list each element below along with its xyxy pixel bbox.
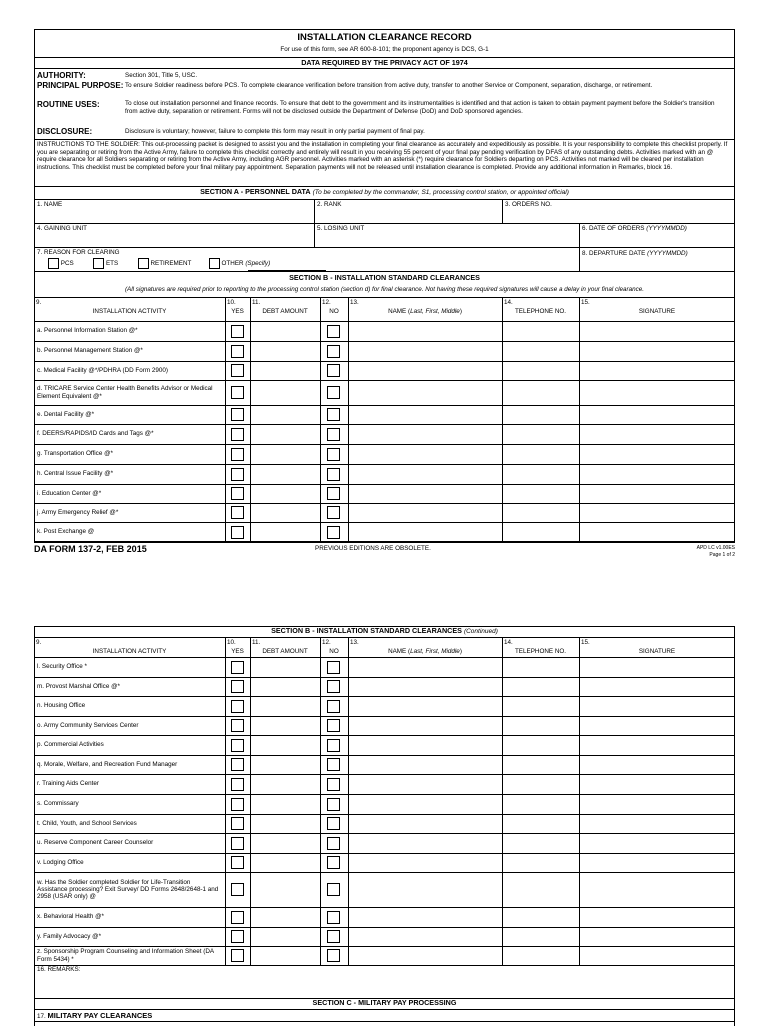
signature-cell[interactable] bbox=[580, 342, 734, 360]
telephone-cell[interactable] bbox=[503, 485, 578, 502]
telephone-cell[interactable] bbox=[503, 756, 578, 773]
gaining-unit-field[interactable]: 4. GAINING UNIT bbox=[37, 225, 88, 232]
no-checkbox[interactable] bbox=[327, 758, 340, 771]
yes-checkbox[interactable] bbox=[231, 911, 244, 924]
reason-ets-label: ETS bbox=[105, 260, 119, 268]
activity-label: w. Has the Soldier completed Soldier for Life-Transition Assistance processing? Exit Survey/ DD Forms 2648/2648-1 and 2958 (USAR only) @ bbox=[37, 878, 219, 901]
p1-col-yes-header: YES bbox=[231, 308, 244, 315]
no-checkbox[interactable] bbox=[327, 506, 340, 519]
disclosure-label: DISCLOSURE: bbox=[37, 127, 93, 136]
name-cell[interactable] bbox=[349, 775, 501, 793]
debt-amount-cell[interactable] bbox=[251, 485, 319, 502]
signature-cell[interactable] bbox=[580, 445, 734, 463]
debt-amount-cell[interactable] bbox=[251, 854, 319, 871]
signature-cell[interactable] bbox=[580, 795, 734, 813]
activity-label: o. Army Community Services Center bbox=[37, 721, 139, 729]
telephone-cell[interactable] bbox=[503, 362, 578, 379]
activity-label: c. Medical Facility @*/PDHRA (DD Form 2900) bbox=[37, 366, 168, 374]
name-cell[interactable] bbox=[349, 854, 501, 871]
debt-amount-cell[interactable] bbox=[251, 445, 319, 463]
p2-col-number-14: 14. bbox=[504, 639, 513, 646]
date-of-orders-label: 6. DATE OF ORDERS bbox=[582, 225, 645, 232]
military-pay-number: 17. bbox=[37, 1013, 46, 1020]
signature-cell[interactable] bbox=[580, 947, 734, 964]
rule bbox=[34, 139, 735, 140]
section-a-header bbox=[34, 188, 735, 197]
no-checkbox[interactable] bbox=[327, 408, 340, 421]
previous-editions-note: PREVIOUS EDITIONS ARE OBSOLETE. bbox=[315, 545, 431, 552]
activity-label: k. Post Exchange @ bbox=[37, 528, 95, 536]
debt-amount-cell[interactable] bbox=[251, 775, 319, 793]
reason-pcs-checkbox[interactable] bbox=[48, 258, 59, 269]
form-title: INSTALLATION CLEARANCE RECORD bbox=[297, 32, 472, 43]
activity-label: i. Education Center @* bbox=[37, 489, 102, 497]
telephone-cell[interactable] bbox=[503, 736, 578, 754]
debt-amount-cell[interactable] bbox=[251, 908, 319, 926]
debt-amount-cell[interactable] bbox=[251, 947, 319, 964]
p2-col-number-15: 15. bbox=[581, 639, 590, 646]
debt-amount-cell[interactable] bbox=[251, 678, 319, 695]
p2-col-number-10: 10. bbox=[227, 639, 236, 646]
no-checkbox[interactable] bbox=[327, 778, 340, 791]
purpose-label: PRINCIPAL PURPOSE: bbox=[37, 81, 124, 90]
p1-col-number-10: 10. bbox=[227, 299, 236, 306]
name-cell[interactable] bbox=[349, 928, 501, 945]
p1-col-number-11: 11. bbox=[252, 299, 261, 306]
privacy-header: DATA REQUIRED BY THE PRIVACY ACT OF 1974 bbox=[301, 58, 468, 67]
no-checkbox[interactable] bbox=[327, 386, 340, 399]
purpose-text: To ensure Soldier readiness before PCS. To complete clearance verification before transition from active duty, transfer to another Service or Component, separation, discharge, or retirement. bbox=[125, 82, 653, 89]
name-header-format: Last, First, Middle bbox=[410, 308, 460, 315]
yes-checkbox[interactable] bbox=[231, 739, 244, 752]
name-header-text: NAME ( bbox=[388, 308, 411, 315]
telephone-cell[interactable] bbox=[503, 381, 578, 404]
telephone-cell[interactable] bbox=[503, 928, 578, 945]
p1-col-number-14: 14. bbox=[504, 299, 513, 306]
debt-amount-cell[interactable] bbox=[251, 342, 319, 360]
rule bbox=[34, 186, 735, 187]
no-checkbox[interactable] bbox=[327, 661, 340, 674]
name-cell[interactable] bbox=[349, 445, 501, 463]
reason-ets-checkbox[interactable] bbox=[93, 258, 104, 269]
p2-col-signature-header: SIGNATURE bbox=[638, 648, 676, 655]
yes-checkbox[interactable] bbox=[231, 526, 244, 539]
rule bbox=[34, 247, 735, 248]
rank-field[interactable]: 2. RANK bbox=[317, 201, 342, 208]
section-a-note: (To be completed by the commander, S1, processing control station, or appointed official) bbox=[312, 189, 569, 196]
page-number: Page 1 of 2 bbox=[709, 552, 735, 558]
signature-cell[interactable] bbox=[580, 658, 734, 676]
losing-unit-field[interactable]: 5. LOSING UNIT bbox=[317, 225, 365, 232]
no-checkbox[interactable] bbox=[327, 949, 340, 962]
name-cell[interactable] bbox=[349, 678, 501, 695]
name-cell[interactable] bbox=[349, 658, 501, 676]
form-version: APD LC v1.00ES bbox=[696, 545, 735, 551]
telephone-cell[interactable] bbox=[503, 795, 578, 813]
departure-date-label: 8. DEPARTURE DATE bbox=[582, 250, 646, 257]
p1-col-number-13: 13. bbox=[350, 299, 359, 306]
name-header-format: Last, First, Middle bbox=[410, 648, 460, 655]
no-checkbox[interactable] bbox=[327, 719, 340, 732]
name-cell[interactable] bbox=[349, 736, 501, 754]
rule bbox=[34, 542, 735, 543]
signature-cell[interactable] bbox=[580, 736, 734, 754]
telephone-cell[interactable] bbox=[503, 465, 578, 483]
activity-label: s. Commissary bbox=[37, 800, 79, 808]
rule bbox=[34, 199, 735, 200]
debt-amount-cell[interactable] bbox=[251, 322, 319, 340]
no-checkbox[interactable] bbox=[327, 883, 340, 896]
telephone-cell[interactable] bbox=[503, 425, 578, 443]
name-cell[interactable] bbox=[349, 342, 501, 360]
no-checkbox[interactable] bbox=[327, 364, 340, 377]
name-cell[interactable] bbox=[349, 406, 501, 423]
activity-label: p. Commercial Activities bbox=[37, 741, 104, 749]
p2-col-phone-header: TELEPHONE NO. bbox=[514, 648, 567, 655]
signature-cell[interactable] bbox=[580, 485, 734, 502]
rule bbox=[34, 637, 735, 638]
yes-checkbox[interactable] bbox=[231, 468, 244, 481]
no-checkbox[interactable] bbox=[327, 448, 340, 461]
yes-checkbox[interactable] bbox=[231, 661, 244, 674]
debt-amount-cell[interactable] bbox=[251, 504, 319, 521]
signature-cell[interactable] bbox=[580, 928, 734, 945]
p1-col-signature-header: SIGNATURE bbox=[638, 308, 676, 315]
p1-col-phone-header: TELEPHONE NO. bbox=[514, 308, 567, 315]
telephone-cell[interactable] bbox=[503, 678, 578, 695]
soldier-instructions: INSTRUCTIONS TO THE SOLDIER: This out-processing packet is designed to assist you and the installation in completing your final clearance as accurately and expeditiously as possible. It is your responsibility to complete this checklist properly. If you are separating or retiring from the Active Army, failure to complete this checklist correctly and entirely will result in you receiving 55 percent of your final pay pending verification by DFAS of any outstanding debts. Activities marked with an @ require clearance for all Soldiers separating or retiring from the Active Army, including AGR personnel. Activities marked with an asterisk (*) require clearance for Soldiers departing on PCS. Activities not marked will be cleared per installation instructions. This checklist must be completed before your final military pay appointment. Separation payments will not be released until installation clearance is completed. Provide any additional information in Remarks, block 16. bbox=[37, 141, 728, 171]
name-cell[interactable] bbox=[349, 908, 501, 926]
signature-cell[interactable] bbox=[580, 834, 734, 852]
form-usage: For use of this form, see AR 600-8-101; the proponent agency is DCS, G-1 bbox=[280, 46, 489, 53]
debt-amount-cell[interactable] bbox=[251, 523, 319, 541]
name-header-text: NAME ( bbox=[388, 648, 411, 655]
p2-col-number-13: 13. bbox=[350, 639, 359, 646]
yes-checkbox[interactable] bbox=[231, 949, 244, 962]
name-cell[interactable] bbox=[349, 756, 501, 773]
name-cell[interactable] bbox=[349, 815, 501, 832]
rule bbox=[34, 68, 735, 69]
activity-label: y. Family Advocacy @* bbox=[37, 932, 102, 940]
rule bbox=[34, 271, 735, 272]
telephone-cell[interactable] bbox=[503, 815, 578, 832]
p1-col-activity-header: INSTALLATION ACTIVITY bbox=[92, 308, 167, 315]
form-number: DA FORM 137-2, FEB 2015 bbox=[34, 544, 147, 554]
telephone-cell[interactable] bbox=[503, 908, 578, 926]
activity-label: l. Security Office * bbox=[37, 663, 87, 671]
signature-cell[interactable] bbox=[580, 717, 734, 734]
section-b-continued-title: SECTION B - INSTALLATION STANDARD CLEARANCES bbox=[271, 626, 462, 635]
debt-amount-cell[interactable] bbox=[251, 834, 319, 852]
yes-checkbox[interactable] bbox=[231, 798, 244, 811]
no-checkbox[interactable] bbox=[327, 680, 340, 693]
debt-amount-cell[interactable] bbox=[251, 465, 319, 483]
signature-cell[interactable] bbox=[580, 406, 734, 423]
rule bbox=[34, 965, 735, 966]
yes-checkbox[interactable] bbox=[231, 680, 244, 693]
signature-cell[interactable] bbox=[580, 873, 734, 906]
yes-checkbox[interactable] bbox=[231, 345, 244, 358]
military-pay-header bbox=[37, 1011, 152, 1021]
p1-col-debt-header: DEBT AMOUNT bbox=[262, 308, 308, 315]
activity-label: f. DEERS/RAPIDS/ID Cards and Tags @* bbox=[37, 430, 154, 438]
debt-amount-cell[interactable] bbox=[251, 362, 319, 379]
continued-label: (Continued) bbox=[463, 628, 498, 635]
name-field[interactable]: 1. NAME bbox=[37, 201, 63, 208]
signature-cell[interactable] bbox=[580, 697, 734, 715]
yes-checkbox[interactable] bbox=[231, 719, 244, 732]
reason-label: 7. REASON FOR CLEARING bbox=[37, 249, 120, 256]
telephone-cell[interactable] bbox=[503, 504, 578, 521]
telephone-cell[interactable] bbox=[503, 717, 578, 734]
signature-cell[interactable] bbox=[580, 854, 734, 871]
telephone-cell[interactable] bbox=[503, 658, 578, 676]
yes-checkbox[interactable] bbox=[231, 408, 244, 421]
activity-label: z. Sponsorship Program Counseling and Information Sheet (DA Form 5434) * bbox=[37, 948, 214, 963]
p2-col-debt-header: DEBT AMOUNT bbox=[262, 648, 308, 655]
p1-col-number-9: 9. bbox=[36, 299, 42, 306]
reason-retirement-label: RETIREMENT bbox=[150, 260, 192, 268]
yes-checkbox[interactable] bbox=[231, 883, 244, 896]
debt-amount-cell[interactable] bbox=[251, 736, 319, 754]
name-cell[interactable] bbox=[349, 873, 501, 906]
military-pay-title: MILITARY PAY CLEARANCES bbox=[47, 1011, 153, 1020]
no-checkbox[interactable] bbox=[327, 837, 340, 850]
debt-amount-cell[interactable] bbox=[251, 717, 319, 734]
yes-checkbox[interactable] bbox=[231, 837, 244, 850]
signature-cell[interactable] bbox=[580, 678, 734, 695]
signature-cell[interactable] bbox=[580, 362, 734, 379]
name-header-close: ) bbox=[459, 648, 462, 655]
activity-label: b. Personnel Management Station @* bbox=[37, 347, 143, 355]
p2-col-number-9: 9. bbox=[36, 639, 42, 646]
activity-label: t. Child, Youth, and School Services bbox=[37, 819, 137, 827]
no-checkbox[interactable] bbox=[327, 700, 340, 713]
reason-retirement-checkbox[interactable] bbox=[138, 258, 149, 269]
no-checkbox[interactable] bbox=[327, 911, 340, 924]
debt-amount-cell[interactable] bbox=[251, 795, 319, 813]
signature-cell[interactable] bbox=[580, 756, 734, 773]
yes-checkbox[interactable] bbox=[231, 364, 244, 377]
no-checkbox[interactable] bbox=[327, 930, 340, 943]
p2-col-yes-header: YES bbox=[231, 648, 244, 655]
name-cell[interactable] bbox=[349, 504, 501, 521]
name-header-close: ) bbox=[459, 308, 462, 315]
signature-cell[interactable] bbox=[580, 523, 734, 541]
rule bbox=[502, 199, 503, 223]
reason-options bbox=[48, 258, 328, 269]
p1-col-no-header: NO bbox=[329, 308, 339, 315]
name-cell[interactable] bbox=[349, 322, 501, 340]
name-cell[interactable] bbox=[349, 697, 501, 715]
authority-label: AUTHORITY: bbox=[37, 71, 86, 80]
departure-date-field[interactable] bbox=[582, 250, 688, 258]
no-checkbox[interactable] bbox=[327, 798, 340, 811]
debt-amount-cell[interactable] bbox=[251, 873, 319, 906]
no-checkbox[interactable] bbox=[327, 325, 340, 338]
no-checkbox[interactable] bbox=[327, 817, 340, 830]
yes-checkbox[interactable] bbox=[231, 700, 244, 713]
no-checkbox[interactable] bbox=[327, 468, 340, 481]
p1-col-number-15: 15. bbox=[581, 299, 590, 306]
rule bbox=[34, 223, 735, 224]
signature-cell[interactable] bbox=[580, 465, 734, 483]
no-checkbox[interactable] bbox=[327, 526, 340, 539]
yes-checkbox[interactable] bbox=[231, 386, 244, 399]
telephone-cell[interactable] bbox=[503, 873, 578, 906]
yes-checkbox[interactable] bbox=[231, 428, 244, 441]
activity-label: u. Reserve Component Career Counselor bbox=[37, 839, 154, 847]
signature-cell[interactable] bbox=[580, 381, 734, 404]
name-cell[interactable] bbox=[349, 795, 501, 813]
no-checkbox[interactable] bbox=[327, 487, 340, 500]
debt-amount-cell[interactable] bbox=[251, 406, 319, 423]
name-cell[interactable] bbox=[349, 465, 501, 483]
debt-amount-cell[interactable] bbox=[251, 425, 319, 443]
reason-pcs-label: PCS bbox=[60, 260, 74, 268]
activity-label: x. Behavioral Health @* bbox=[37, 913, 104, 921]
activity-label: a. Personnel Information Station @* bbox=[37, 327, 138, 335]
disclosure-text: Disclosure is voluntary; however, failure to complete this form may result in only partial payment of final pay. bbox=[125, 128, 425, 135]
debt-amount-cell[interactable] bbox=[251, 697, 319, 715]
yes-checkbox[interactable] bbox=[231, 856, 244, 869]
activity-label: m. Provost Marshal Office @* bbox=[37, 682, 120, 690]
authority-text: Section 301, Title 5, USC. bbox=[125, 72, 198, 79]
section-b-continued-header bbox=[34, 627, 735, 636]
reason-other-checkbox[interactable] bbox=[209, 258, 220, 269]
rule bbox=[34, 1021, 735, 1022]
orders-no-field[interactable]: 3. ORDERS NO. bbox=[505, 201, 552, 208]
section-a-title: SECTION A - PERSONNEL DATA bbox=[200, 187, 311, 196]
rule bbox=[34, 1009, 735, 1010]
activity-label: d. TRICARE Service Center Health Benefits Advisor or Medical Element Equivalent @* bbox=[37, 385, 213, 400]
activity-label: e. Dental Facility @* bbox=[37, 410, 95, 418]
debt-amount-cell[interactable] bbox=[251, 928, 319, 945]
yes-checkbox[interactable] bbox=[231, 506, 244, 519]
telephone-cell[interactable] bbox=[503, 406, 578, 423]
rule bbox=[34, 297, 735, 298]
activity-label: h. Central Issue Facility @* bbox=[37, 470, 114, 478]
telephone-cell[interactable] bbox=[503, 854, 578, 871]
yes-checkbox[interactable] bbox=[231, 930, 244, 943]
p2-col-number-11: 11. bbox=[252, 639, 261, 646]
telephone-cell[interactable] bbox=[503, 834, 578, 852]
activity-label: g. Transportation Office @* bbox=[37, 450, 113, 458]
telephone-cell[interactable] bbox=[503, 947, 578, 964]
name-cell[interactable] bbox=[349, 485, 501, 502]
activity-label: r. Training Aids Center bbox=[37, 780, 99, 788]
signature-cell[interactable] bbox=[580, 425, 734, 443]
routine-text: To close out installation personnel and finance records. To ensure that debt to the government and its instrumentalities is identified and that action is taken to obtain payment payment before the Soldier's transition from active duty, separation or retirement. Forms will not be disclosed outside the Department of Defense (DoD) and DoD sponsored agencies. bbox=[125, 100, 715, 115]
telephone-cell[interactable] bbox=[503, 697, 578, 715]
activity-label: v. Lodging Office bbox=[37, 858, 84, 866]
date-of-orders-field[interactable] bbox=[582, 225, 687, 233]
telephone-cell[interactable] bbox=[503, 523, 578, 541]
name-cell[interactable] bbox=[349, 523, 501, 541]
name-cell[interactable] bbox=[349, 425, 501, 443]
section-c-title: SECTION C - MILITARY PAY PROCESSING bbox=[312, 998, 457, 1007]
name-cell[interactable] bbox=[349, 834, 501, 852]
name-cell[interactable] bbox=[349, 362, 501, 379]
yes-checkbox[interactable] bbox=[231, 325, 244, 338]
telephone-cell[interactable] bbox=[503, 775, 578, 793]
name-cell[interactable] bbox=[349, 717, 501, 734]
signature-cell[interactable] bbox=[580, 908, 734, 926]
yes-checkbox[interactable] bbox=[231, 448, 244, 461]
no-checkbox[interactable] bbox=[327, 739, 340, 752]
p2-col-no-header: NO bbox=[329, 648, 339, 655]
signature-cell[interactable] bbox=[580, 815, 734, 832]
yes-checkbox[interactable] bbox=[231, 817, 244, 830]
telephone-cell[interactable] bbox=[503, 322, 578, 340]
activity-label: n. Housing Office bbox=[37, 702, 86, 710]
no-checkbox[interactable] bbox=[327, 428, 340, 441]
p1-col-name-header bbox=[350, 308, 500, 315]
debt-amount-cell[interactable] bbox=[251, 658, 319, 676]
debt-amount-cell[interactable] bbox=[251, 815, 319, 832]
p2-col-number-12: 12. bbox=[322, 639, 331, 646]
p1-col-number-12: 12. bbox=[322, 299, 331, 306]
signature-cell[interactable] bbox=[580, 775, 734, 793]
name-cell[interactable] bbox=[349, 947, 501, 964]
reason-other-label: OTHER bbox=[221, 260, 244, 268]
signature-cell[interactable] bbox=[580, 322, 734, 340]
activity-label: q. Morale, Welfare, and Recreation Fund Manager bbox=[37, 760, 178, 768]
yes-checkbox[interactable] bbox=[231, 778, 244, 791]
date-format-hint: (YYYYMMDD) bbox=[647, 250, 688, 257]
telephone-cell[interactable] bbox=[503, 445, 578, 463]
signature-cell[interactable] bbox=[580, 504, 734, 521]
no-checkbox[interactable] bbox=[327, 345, 340, 358]
date-format-hint: (YYYYMMDD) bbox=[646, 225, 687, 232]
yes-checkbox[interactable] bbox=[231, 487, 244, 500]
routine-label: ROUTINE USES: bbox=[37, 100, 100, 109]
debt-amount-cell[interactable] bbox=[251, 756, 319, 773]
activity-label: j. Army Emergency Relief @* bbox=[37, 508, 119, 516]
debt-amount-cell[interactable] bbox=[251, 381, 319, 404]
reason-other-specify: (Specify) bbox=[245, 260, 271, 268]
name-cell[interactable] bbox=[349, 381, 501, 404]
telephone-cell[interactable] bbox=[503, 342, 578, 360]
remarks-label: 16. REMARKS: bbox=[37, 966, 81, 973]
section-b-note: (All signatures are required prior to reporting to the processing control station (section d) for final clearance. Not having these required signatures will cause a delay in your final clearance. bbox=[124, 286, 645, 293]
yes-checkbox[interactable] bbox=[231, 758, 244, 771]
p2-col-name-header bbox=[350, 648, 500, 655]
section-b-title: SECTION B - INSTALLATION STANDARD CLEARANCES bbox=[289, 273, 480, 282]
no-checkbox[interactable] bbox=[327, 856, 340, 869]
p2-col-activity-header: INSTALLATION ACTIVITY bbox=[92, 648, 167, 655]
